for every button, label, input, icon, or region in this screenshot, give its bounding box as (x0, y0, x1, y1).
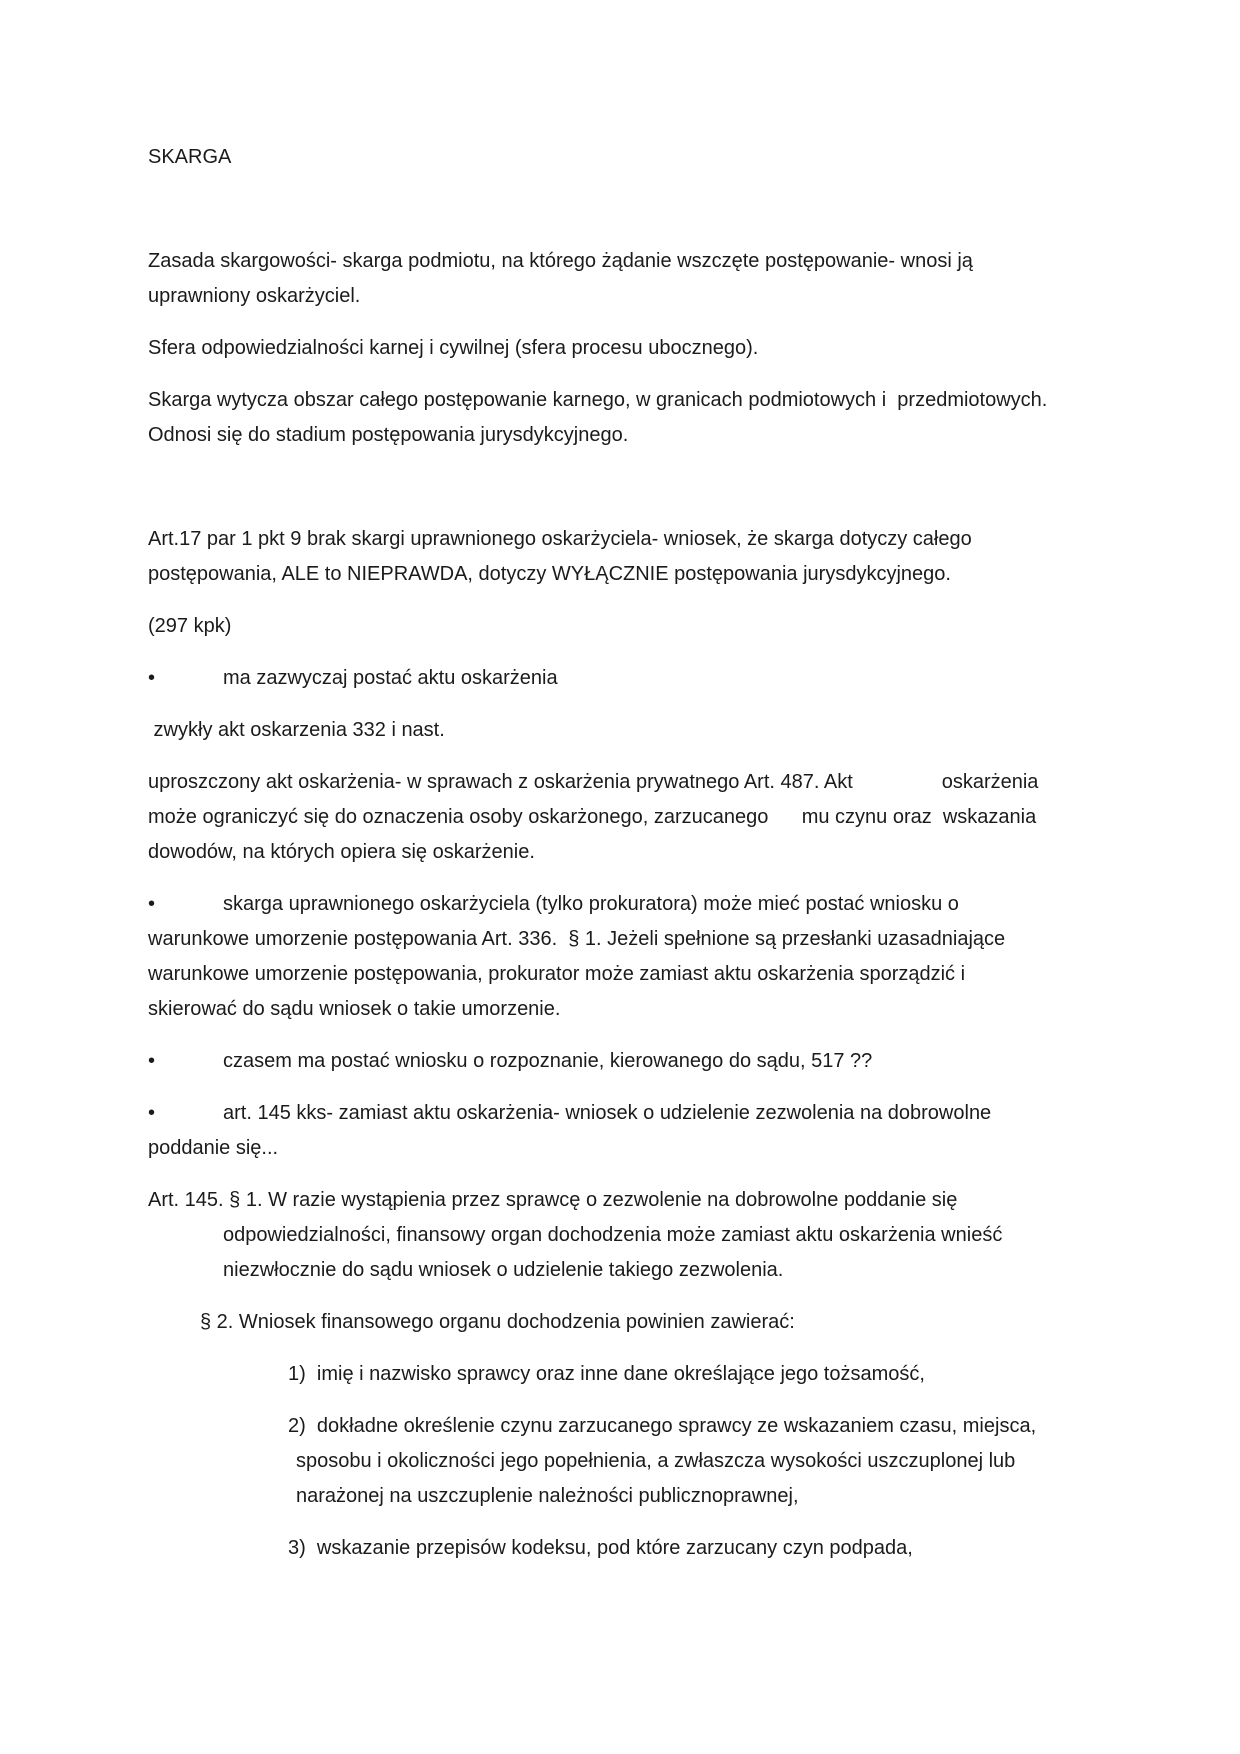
numbered-item-2 (148, 1409, 1150, 1514)
title-text: SKARGA (148, 146, 232, 168)
numbered-item-3 (148, 1531, 1150, 1566)
numbered-item-1 (148, 1357, 1150, 1392)
paragraph-line: uprawniony oskarżyciel. (148, 285, 361, 307)
paragraph-line: warunkowe umorzenie postępowania Art. 336. § 1. Jeżeli spełnione są przesłanki uzasadniające (148, 928, 1006, 950)
paragraph-line: narażonej na uszczuplenie należności publicznoprawnej, (296, 1485, 799, 1507)
numbered-line: 2) dokładne określenie czynu zarzucanego sprawcy ze wskazaniem czasu, miejsca, (288, 1415, 1037, 1437)
paragraph-line: Art. 145. § 1. W razie wystąpienia przez sprawcę o zezwolenie na dobrowolne poddanie się (148, 1189, 958, 1211)
paragraph-line: poddanie się... (148, 1137, 279, 1159)
bullet-icon: • (148, 667, 156, 689)
bullet-line (148, 661, 1150, 696)
paragraph-line: niezwłocznie do sądu wniosek o udzielenie takiego zezwolenia. (223, 1259, 784, 1281)
bullet-text: skarga uprawnionego oskarżyciela (tylko prokuratora) może mieć postać wniosku o (223, 893, 959, 915)
paragraph-line: zwykły akt oskarzenia 332 i nast. (148, 719, 445, 741)
page-title (148, 140, 1150, 175)
paragraph-art17 (148, 522, 1150, 592)
bullet-icon: • (148, 893, 156, 915)
paragraph-uproszczony-akt (148, 765, 1150, 870)
paragraph-line: może ograniczyć się do oznaczenia osoby oskarżonego, zarzucanego mu czynu oraz wskazania (148, 806, 1037, 828)
bullet-line (148, 887, 1150, 922)
spacer (148, 470, 1150, 522)
bullet-text: czasem ma postać wniosku o rozpoznanie, kierowanego do sądu, 517 ?? (223, 1050, 873, 1072)
paragraph-line: dowodów, na których opiera się oskarżenie. (148, 841, 535, 863)
paragraph-line: § 2. Wniosek finansowego organu dochodzenia powinien zawierać: (200, 1311, 795, 1333)
paragraph-line: Odnosi się do stadium postępowania jurysdykcyjnego. (148, 424, 629, 446)
paragraph-line: Sfera odpowiedzialności karnej i cywilnej (sfera procesu ubocznego). (148, 337, 759, 359)
bullet-icon: • (148, 1050, 156, 1072)
paragraph-par2-wniosek (148, 1305, 1150, 1340)
paragraph-line: Skarga wytycza obszar całego postępowanie karnego, w granicach podmiotowych i przedmiotowych. (148, 389, 1048, 411)
paragraph-line: odpowiedzialności, finansowy organ dochodzenia może zamiast aktu oskarżenia wnieść (223, 1224, 1003, 1246)
paragraph-line: postępowania, ALE to NIEPRAWDA, dotyczy WYŁĄCZNIE postępowania jurysdykcyjnego. (148, 563, 951, 585)
paragraph-line: skierować do sądu wniosek o takie umorzenie. (148, 998, 561, 1020)
paragraph-line: (297 kpk) (148, 615, 232, 637)
paragraph-line: Zasada skargowości- skarga podmiotu, na którego żądanie wszczęte postępowanie- wnosi ją (148, 250, 973, 272)
paragraph-line: uproszczony akt oskarżenia- w sprawach z oskarżenia prywatnego Art. 487. Akt oskarżenia (148, 771, 1039, 793)
paragraph-art-145-par1 (148, 1183, 1150, 1288)
bullet-line (148, 1096, 1150, 1131)
paragraph-297-kpk (148, 609, 1150, 644)
paragraph-line: warunkowe umorzenie postępowania, prokurator może zamiast aktu oskarżenia sporządzić i (148, 963, 966, 985)
spacer (148, 192, 1150, 244)
bullet-icon: • (148, 1102, 156, 1124)
bullet-item-wniosek-rozpoznanie (148, 1044, 1150, 1079)
paragraph-zasada (148, 244, 1150, 314)
bullet-line (148, 1044, 1150, 1079)
paragraph-skarga-wytycza (148, 383, 1150, 453)
bullet-item-akt-oskarzenia (148, 661, 1150, 696)
numbered-line: 1) imię i nazwisko sprawcy oraz inne dane określające jego tożsamość, (288, 1363, 925, 1385)
paragraph-line: Art.17 par 1 pkt 9 brak skargi uprawnionego oskarżyciela- wniosek, że skarga dotyczy całego (148, 528, 972, 550)
bullet-item-art-145-kks (148, 1096, 1150, 1166)
paragraph-zwykly-akt (148, 713, 1150, 748)
numbered-line: 3) wskazanie przepisów kodeksu, pod które zarzucany czyn podpada, (288, 1537, 913, 1559)
bullet-item-warunkowe-umorzenie (148, 887, 1150, 1027)
bullet-text: art. 145 kks- zamiast aktu oskarżenia- wniosek o udzielenie zezwolenia na dobrowolne (223, 1102, 992, 1124)
paragraph-sfera (148, 331, 1150, 366)
bullet-text: ma zazwyczaj postać aktu oskarżenia (223, 667, 558, 689)
paragraph-line: sposobu i okoliczności jego popełnienia, a zwłaszcza wysokości uszczuplonej lub (296, 1450, 1016, 1472)
